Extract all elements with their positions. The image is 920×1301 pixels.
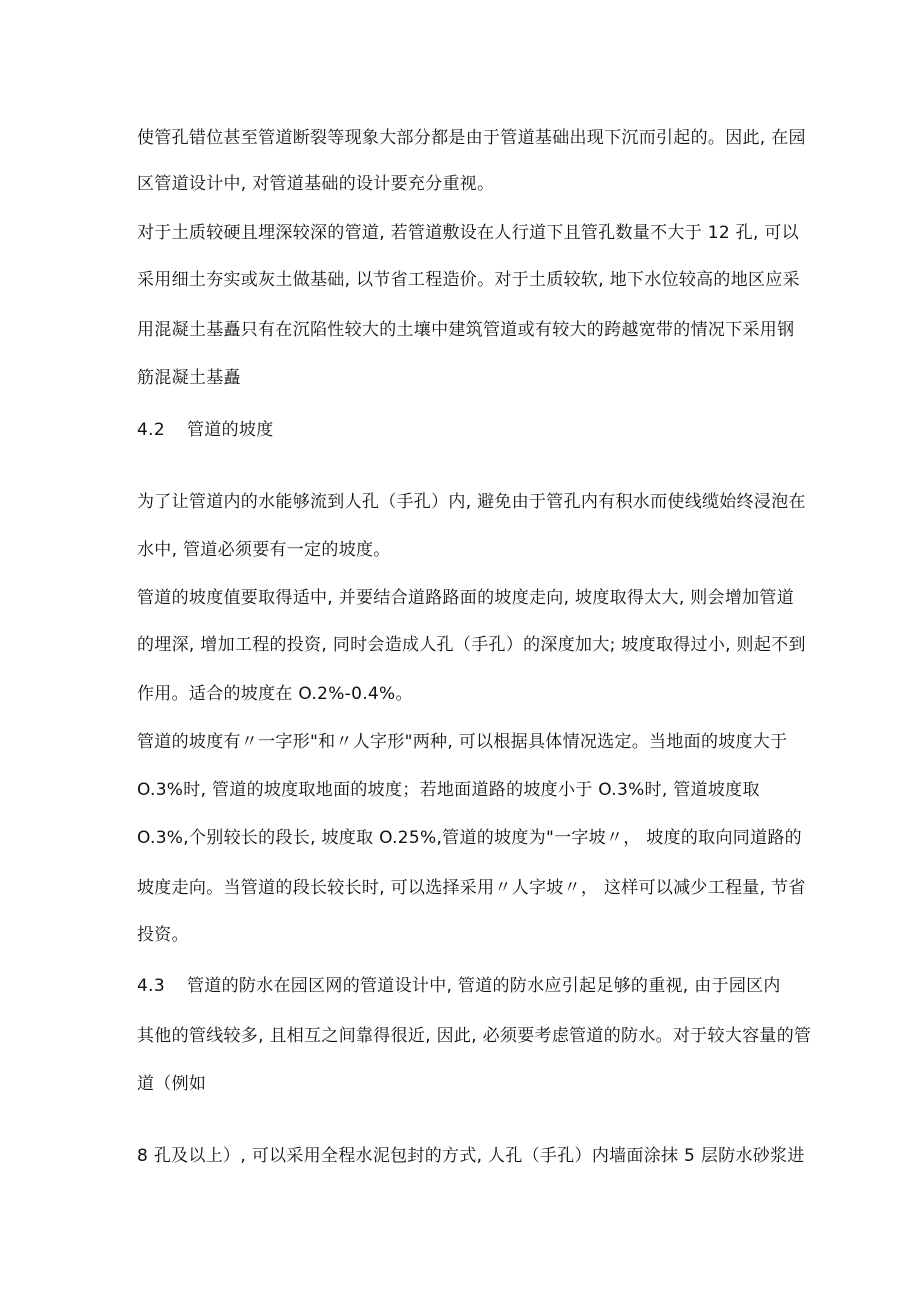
body-text-line: 管道的防水在园区网的管道设计中, 管道的防水应引起足够的重视, 由于园区内 [187,976,781,996]
section-number: 4.2 [137,420,165,440]
body-text-line: 作用。适合的坡度在 O.2%-0.4%。 [137,684,413,704]
body-text-line: 筋混凝土基矗 [137,368,241,388]
body-text-line: 坡度走向。当管道的段长较长时, 可以选择采用〃人字坡〃， 这样可以减少工程量, 节省 [137,878,806,898]
body-text-line: 对于土质较硬且埋深较深的管道, 若管道敷设在人行道下且管孔数量不大于 12 孔, 可以 [137,223,799,243]
body-text-line: 道（例如 [137,1074,207,1094]
body-text-line: 区管道设计中, 对管道基础的设计要充分重视。 [137,174,495,194]
section-heading-4-3 [137,974,781,998]
body-text-line: 管道的坡度有〃一字形"和〃人字形"两种, 可以根据具体情况选定。当地面的坡度大于 [137,732,788,752]
section-title: 管道的坡度 [187,420,274,440]
body-text-line: 的埋深, 增加工程的投资, 同时会造成人孔（手孔）的深度加大; 坡度取得过小, 则起不到 [137,635,806,655]
body-text-line: 采用细土夯实或灰土做基础, 以节省工程造价。对于土质较软, 地下水位较高的地区应采 [137,270,800,290]
body-text-line: 用混凝土基矗只有在沉陷性较大的土壤中建筑管道或有较大的跨越宽带的情况下采用钢 [137,320,795,340]
body-text-line: 使管孔错位甚至管道断裂等现象大部分都是由于管道基础出现下沉而引起的。因此, 在园 [137,128,806,148]
body-text-line: 投资。 [137,925,189,945]
body-text-line: O.3%时, 管道的坡度取地面的坡度；若地面道路的坡度小于 O.3%时, 管道坡度取 [137,780,760,800]
section-number: 4.3 [137,976,165,996]
body-text-line: 8 孔及以上）, 可以采用全程水泥包封的方式, 人孔（手孔）内墙面涂抹 5 层防水砂浆进 [137,1146,805,1166]
section-heading-4-2 [137,418,274,442]
body-text-line: 管道的坡度值要取得适中, 并要结合道路路面的坡度走向, 坡度取得太大, 则会增加管道 [137,588,795,608]
body-text-line: 其他的管线较多, 且相互之间靠得很近, 因此, 必须要考虑管道的防水。对于较大容量的管 [137,1026,812,1046]
body-text-line: 水中, 管道必须要有一定的坡度。 [137,540,391,560]
body-text-line: O.3%,个别较长的段长, 坡度取 O.25%,管道的坡度为"一字坡〃， 坡度的取向同道路的 [137,828,802,848]
body-text-line: 为了让管道内的水能够流到人孔（手孔）内, 避免由于管孔内有积水而使线缆始终浸泡在 [137,492,806,512]
